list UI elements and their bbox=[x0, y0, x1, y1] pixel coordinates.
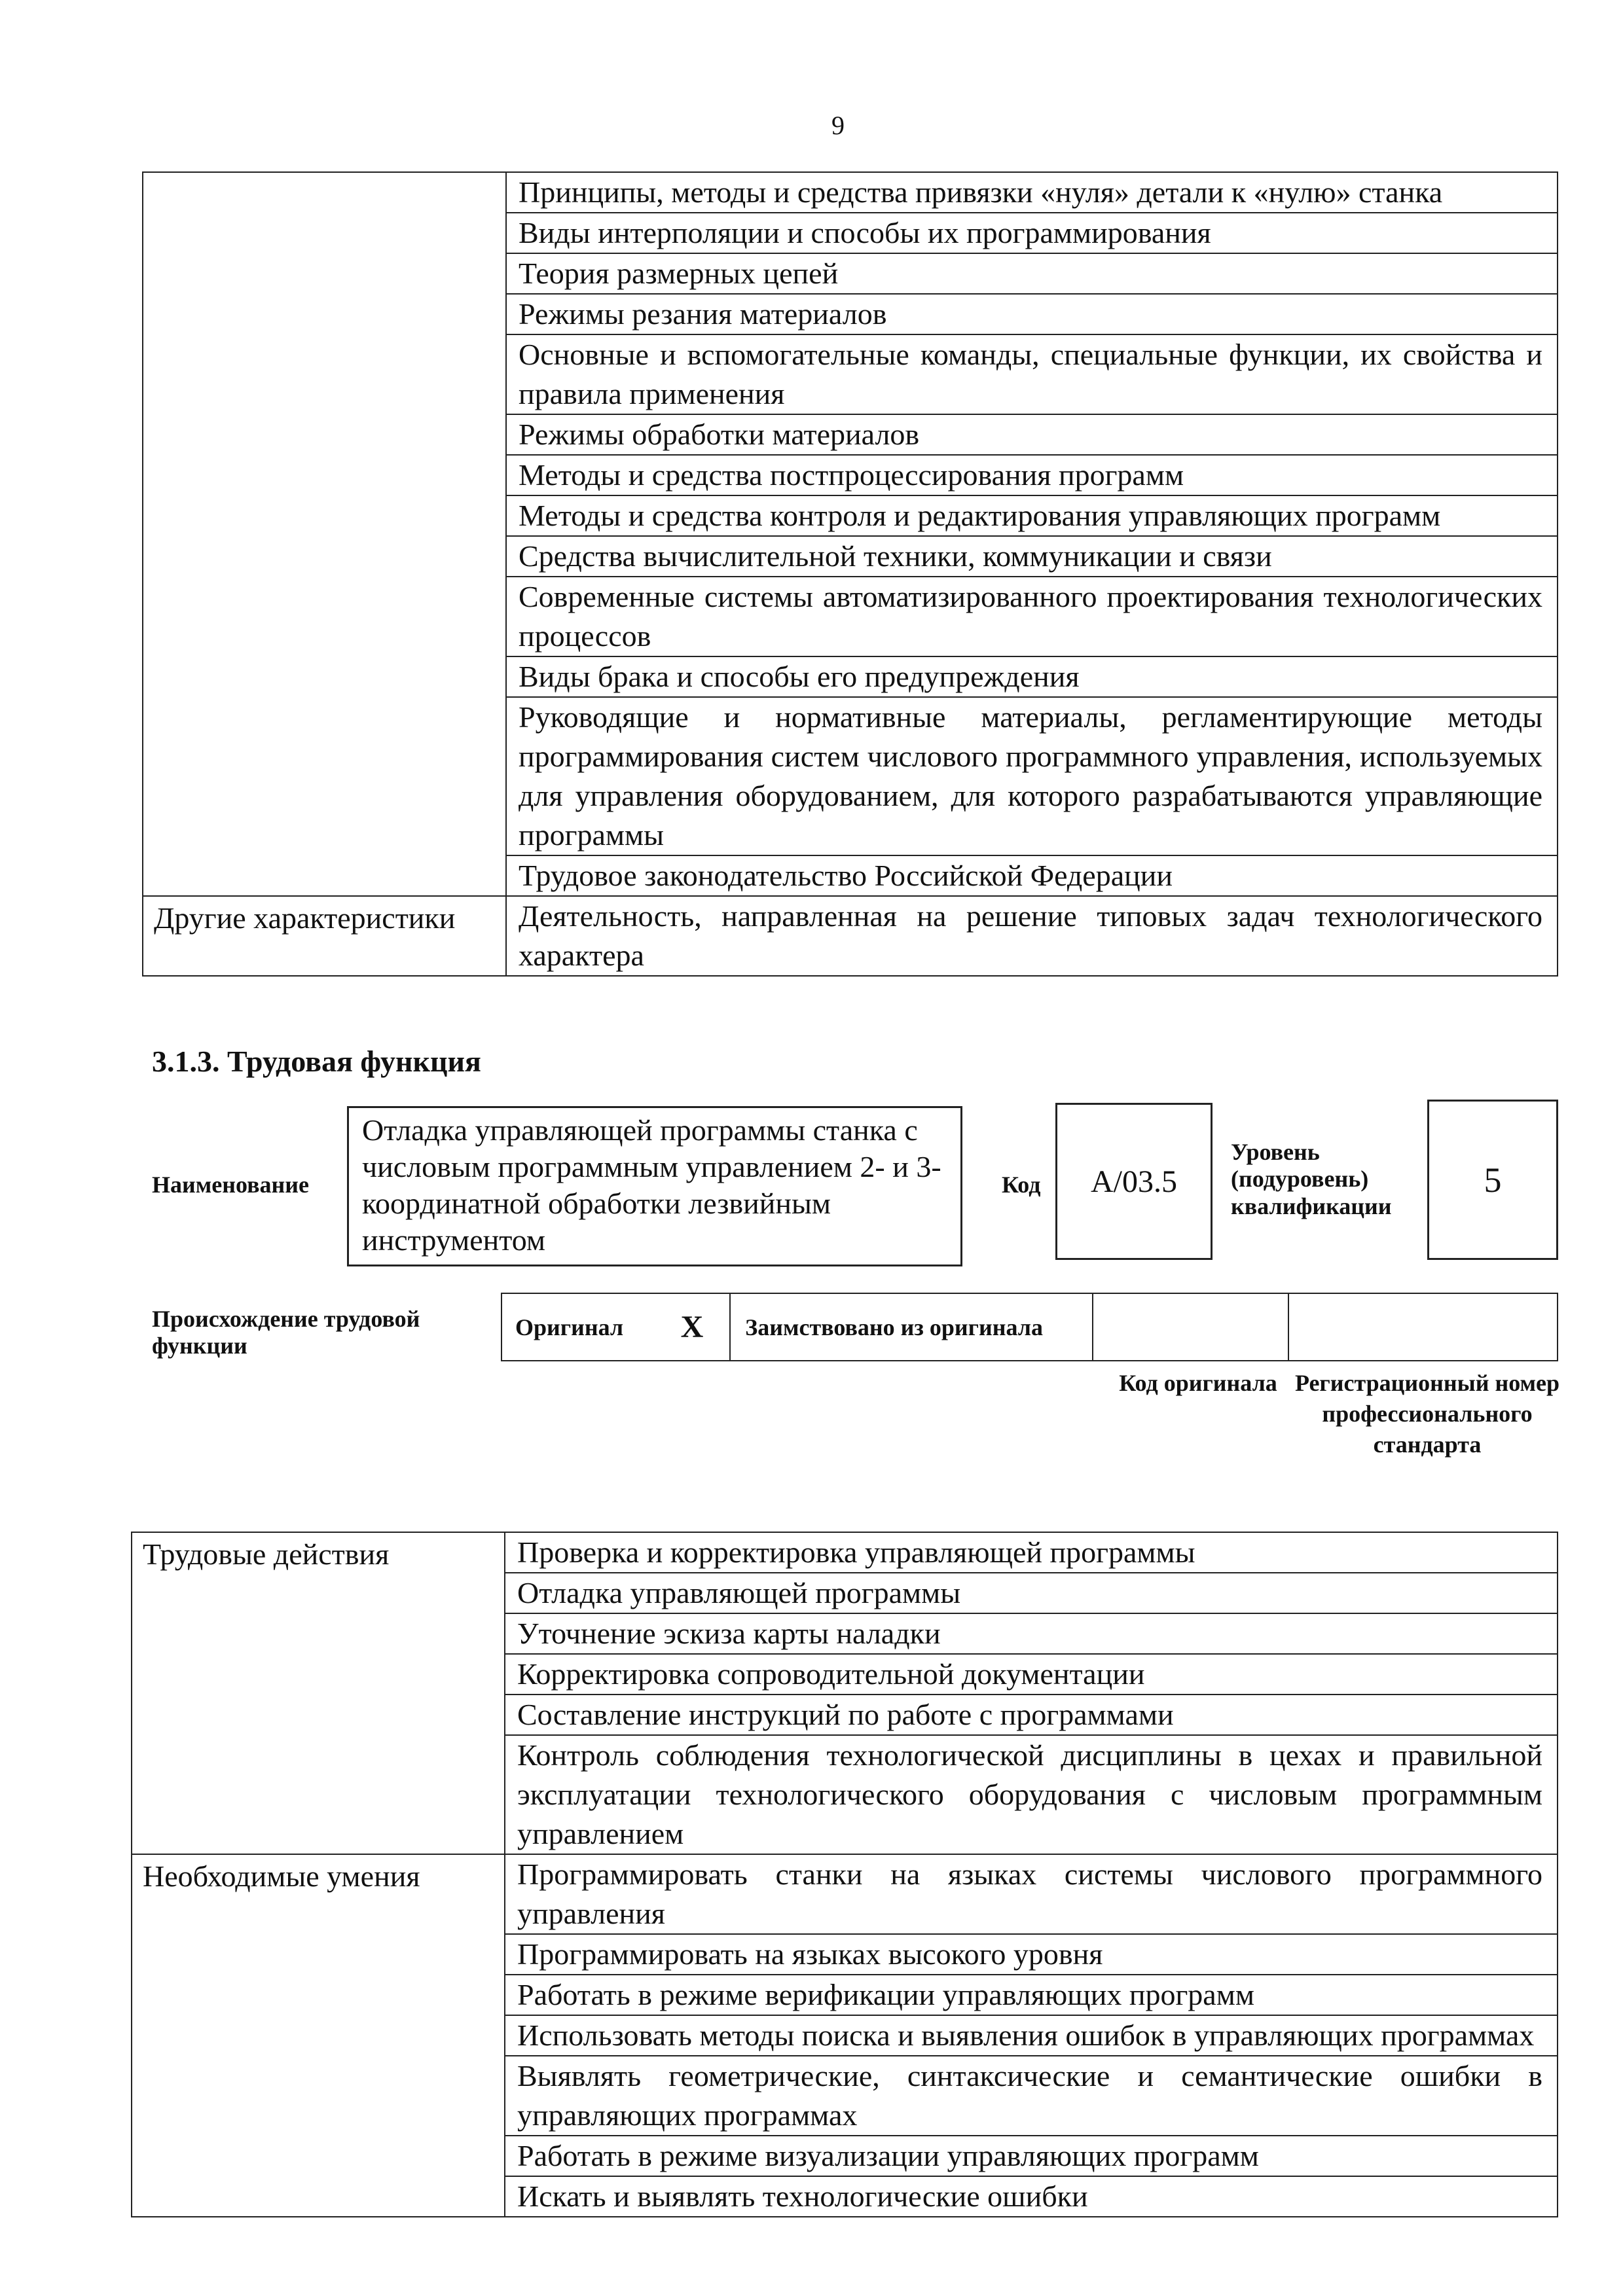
list-item: Составление инструкций по работе с программами bbox=[505, 1695, 1557, 1736]
list-item: Контроль соблюдения технологической дисциплины в цехах и правильной эксплуатации технологического оборудования с числовым программным управлением bbox=[517, 1738, 1542, 1850]
actions-skills-table bbox=[131, 1532, 1558, 2217]
list-item: Режимы резания материалов bbox=[507, 295, 1557, 335]
row-items bbox=[506, 896, 1558, 976]
list-item: Искать и выявлять технологические ошибки bbox=[517, 2179, 1088, 2213]
code-original-caption: Код оригинала bbox=[1119, 1370, 1277, 1396]
row-label: Трудовые действия bbox=[132, 1532, 505, 1854]
reg-number-cell bbox=[1289, 1294, 1557, 1360]
origin-option: Оригинал bbox=[515, 1314, 624, 1340]
list-item: Работать в режиме верификации управляющих программ bbox=[505, 1975, 1557, 2016]
level-label: Уровень (подуровень) квалификации bbox=[1231, 1139, 1392, 1219]
list-item: Отладка управляющей программы bbox=[505, 1573, 1557, 1614]
list-item: Режимы обработки материалов bbox=[507, 415, 1557, 456]
list-item: Основные и вспомогательные команды, специальные функции, их свойства и правила применения bbox=[507, 335, 1557, 415]
list-item: Программировать на языках высокого уровня bbox=[505, 1935, 1557, 1975]
list-item: Средства вычислительной техники, коммуникации и связи bbox=[507, 537, 1557, 577]
page-number: 9 bbox=[831, 111, 845, 140]
borrowed-cell: Заимствовано из оригинала bbox=[731, 1294, 1093, 1360]
origin-label: Происхождение трудовой функции bbox=[152, 1306, 420, 1359]
reg-number-caption: Регистрационный номер профессионального стандарта bbox=[1294, 1370, 1560, 1458]
list-item: Методы и средства постпроцессирования программ bbox=[507, 456, 1557, 496]
list-item: Теория размерных цепей bbox=[507, 254, 1557, 295]
table-row bbox=[143, 896, 1558, 976]
list-item: Современные системы автоматизированного проектирования технологических процессов bbox=[507, 577, 1557, 657]
list-item: Виды брака и способы его предупреждения bbox=[507, 657, 1557, 698]
list-item: Уточнение эскиза карты наладки bbox=[505, 1614, 1557, 1655]
list-item: Программировать станки на языках системы числового программного управления bbox=[505, 1855, 1557, 1935]
table-row bbox=[132, 1532, 1558, 1854]
section-title: 3.1.3. Трудовая функция bbox=[152, 1045, 481, 1078]
name-label: Наименование bbox=[152, 1172, 309, 1198]
code-original-cell bbox=[1093, 1294, 1289, 1360]
list-item: Работать в режиме визуализации управляющих программ bbox=[505, 2136, 1557, 2177]
list-item: Трудовое законодательство Российской Федерации bbox=[519, 859, 1173, 892]
table-row bbox=[132, 1854, 1558, 2217]
list-item: Методы и средства контроля и редактирования управляющих программ bbox=[507, 496, 1557, 537]
knowledge-table bbox=[142, 171, 1558, 977]
list-item: Использовать методы поиска и выявления ошибок в управляющих программах bbox=[505, 2016, 1557, 2056]
list-item: Принципы, методы и средства привязки «нуля» детали к «нулю» станка bbox=[507, 173, 1557, 213]
row-label bbox=[143, 172, 506, 896]
list-item: Проверка и корректировка управляющей программы bbox=[505, 1533, 1557, 1573]
list-item: Руководящие и нормативные материалы, регламентирующие методы программирования систем числового программного управления, используемых для управления оборудованием, для которого разрабатываются управляющие программы bbox=[507, 698, 1557, 856]
table-row bbox=[143, 172, 1558, 896]
list-item: Выявлять геометрические, синтаксические и семантические ошибки в управляющих программах bbox=[505, 2056, 1557, 2136]
list-item: Виды интерполяции и способы их программирования bbox=[507, 213, 1557, 254]
origin-mark: X bbox=[680, 1310, 704, 1344]
row-items bbox=[505, 1854, 1558, 2217]
row-items bbox=[506, 172, 1558, 896]
list-item: Корректировка сопроводительной документации bbox=[505, 1655, 1557, 1695]
code-label: Код bbox=[1002, 1172, 1041, 1198]
row-label: Необходимые умения bbox=[132, 1854, 505, 2217]
origin-row bbox=[501, 1293, 1558, 1361]
origin-original-cell bbox=[502, 1294, 731, 1360]
row-items bbox=[505, 1532, 1558, 1854]
qualification-level-box: 5 bbox=[1427, 1100, 1558, 1260]
list-item: Деятельность, направленная на решение типовых задач технологического характера bbox=[519, 899, 1542, 972]
function-name-box: Отладка управляющей программы станка с числовым программным управлением 2- и 3-координатной обработки лезвийным инструментом bbox=[347, 1106, 962, 1266]
function-code-box: A/03.5 bbox=[1055, 1103, 1213, 1260]
row-label: Другие характеристики bbox=[143, 896, 506, 976]
